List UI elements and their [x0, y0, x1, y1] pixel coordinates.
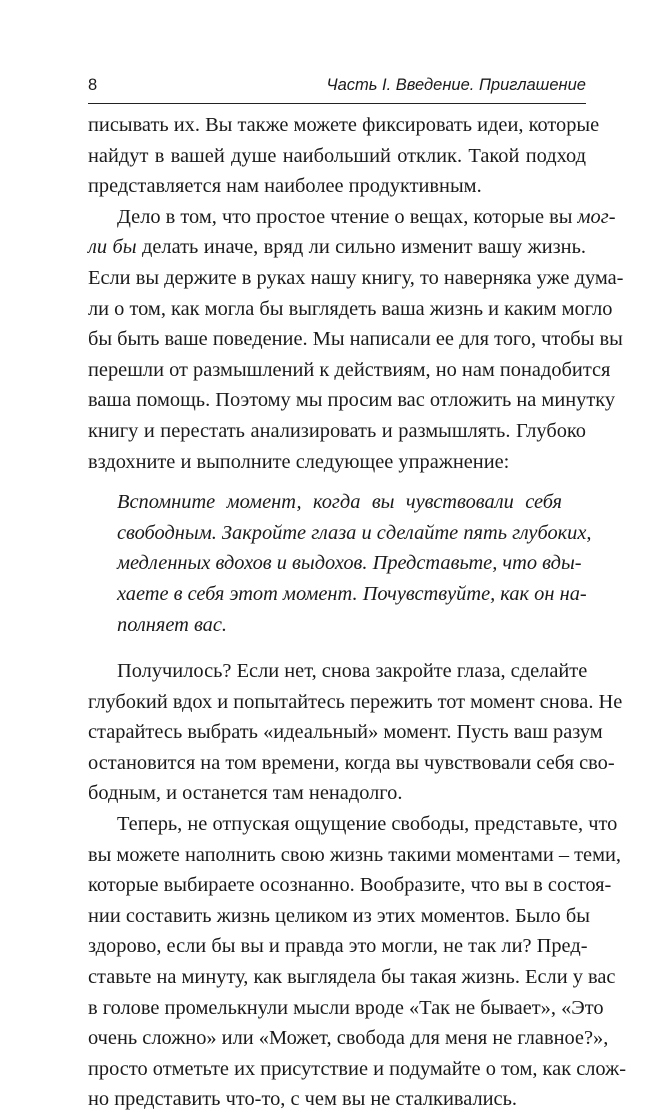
- quote-line: медленных вдохов и выдохов. Представьте, что вды-: [117, 552, 582, 575]
- quote-line: свободным. Закройте глаза и сделайте пять глубоких,: [117, 521, 592, 544]
- header-rule: [88, 103, 586, 104]
- text-line: которые выбираете осознанно. Вообразите, что вы в состоя-: [88, 874, 612, 897]
- running-head: Часть I. Введение. Приглашение: [326, 76, 586, 94]
- text-run: делать иначе, вряд ли сильно изменит вашу жизнь.: [136, 236, 586, 259]
- paragraph-3: [88, 656, 623, 809]
- text-line: Получилось? Если нет, снова закройте глаза, сделайте: [117, 660, 588, 683]
- quote-line: полняет вас.: [117, 613, 228, 636]
- text-line: ли о том, как могла бы выглядеть ваша жизнь и каким могло: [88, 297, 613, 320]
- paragraph-2: [88, 202, 624, 477]
- text-line: перешли от размышлений к действиям, но нам понадобится: [88, 358, 611, 381]
- page-number: 8: [88, 76, 98, 94]
- quote-line: Вспомните момент, когда вы чувствовали себя: [117, 491, 562, 514]
- text-line: здорово, если бы вы и правда это могли, не так ли? Пред-: [88, 935, 588, 958]
- text-line: ставьте на минуту, как выглядела бы такая жизнь. Если у вас: [88, 966, 616, 989]
- text-line: [88, 202, 616, 233]
- emphasis: мог-: [577, 205, 616, 228]
- text-line: найдут в вашей душе наибольший отклик. Такой подход: [88, 144, 586, 167]
- text-run: Дело в том, что простое чтение о вещах, которые вы: [117, 205, 578, 228]
- text-line: Теперь, не отпуская ощущение свободы, представьте, что: [117, 813, 618, 836]
- text-line: очень сложно» или «Может, свобода для меня не главное?»,: [88, 1027, 609, 1050]
- text-line: бы быть ваше поведение. Мы написали ее для того, чтобы вы: [88, 328, 623, 351]
- body-text: [88, 110, 626, 1115]
- text-line: нии составить жизнь целиком из этих моментов. Было бы: [88, 904, 590, 927]
- paragraph-4: [88, 809, 626, 1115]
- text-line: вздохните и выполните следующее упражнение:: [88, 450, 510, 473]
- emphasis: ли бы: [88, 236, 137, 259]
- text-line: остановится на том времени, когда вы чувствовали себя сво-: [88, 751, 615, 774]
- text-line: просто отметьте их присутствие и подумайте о том, как слож-: [88, 1057, 626, 1080]
- text-line: вы можете наполнить свою жизнь такими моментами – теми,: [88, 843, 622, 866]
- text-line: книгу и перестать анализировать и размышлять. Глубоко: [88, 419, 586, 442]
- exercise-quote: [88, 487, 592, 640]
- paragraph-1: [88, 110, 600, 202]
- text-line: писывать их. Вы также можете фиксировать идеи, которые: [88, 114, 600, 136]
- quote-line: хаете в себя этот момент. Почувствуйте, как он на-: [117, 582, 587, 605]
- text-line: представляется нам наиболее продуктивным.: [88, 175, 482, 198]
- text-line: в голове промелькнули мысли вроде «Так не бывает», «Это: [88, 996, 604, 1019]
- page-header: [88, 76, 586, 98]
- text-line: бодным, и останется там ненадолго.: [88, 782, 403, 805]
- text-line: глубокий вдох и попытайтесь пережить тот момент снова. Не: [88, 690, 623, 713]
- text-line: [88, 232, 586, 263]
- text-line: но представить что-то, с чем вы не сталкивались.: [88, 1088, 517, 1111]
- text-line: Если вы держите в руках нашу книгу, то наверняка уже дума-: [88, 266, 624, 289]
- text-line: ваша помощь. Поэтому мы просим вас отложить на минутку: [88, 389, 616, 412]
- text-line: старайтесь выбрать «идеальный» момент. Пусть ваш разум: [88, 721, 603, 744]
